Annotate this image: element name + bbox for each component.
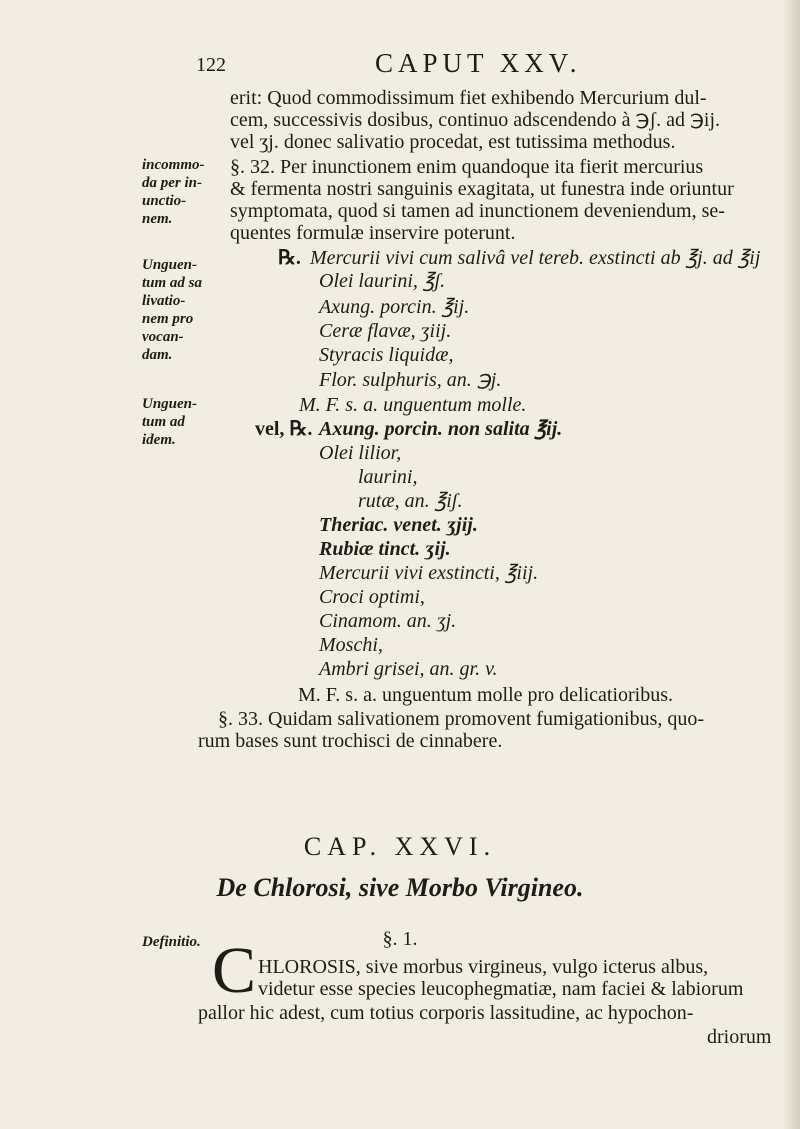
text-line: rum bases sunt trochisci de cinnabere.	[198, 730, 503, 752]
text-line: & fermenta nostri sanguinis exagitata, ut funestra inde oriuntur	[230, 178, 734, 200]
recipe-line: Croci optimi,	[319, 586, 425, 608]
margin-note-unguentum-idem: Unguen- tum ad idem.	[142, 396, 198, 448]
recipe-line: Ceræ flavæ, ʒiij.	[319, 320, 452, 342]
recipe-line: M. F. s. a. unguentum molle pro delicatioribus.	[298, 684, 674, 706]
running-head: CAPUT XXV.	[375, 48, 582, 78]
recipe-line: Mercurii vivi exstincti, ℥iij.	[319, 562, 539, 584]
recipe-symbol: vel, ℞.	[255, 418, 313, 440]
margin-note-unguentum-salivatio: Unguen- tum ad sa livatio- nem pro vocan- dam.	[142, 257, 203, 363]
text-line: HLOROSIS, sive morbus virgineus, vulgo icterus albus,	[258, 956, 709, 978]
recipe-symbol: ℞.	[278, 247, 301, 269]
recipe-line: Moschi,	[319, 634, 383, 656]
text-line: symptomata, quod si tamen ad inunctionem deveniendum, se-	[230, 200, 725, 222]
text-line: §. 33. Quidam salivationem promovent fumigationibus, quo-	[218, 708, 705, 730]
recipe-line: Ambri grisei, an. gr. v.	[319, 658, 498, 680]
recipe-line: M. F. s. a. unguentum molle.	[299, 394, 527, 416]
text-line: quentes formulæ inservire poterunt.	[230, 222, 516, 244]
chapter-subtitle: De Chlorosi, sive Morbo Virgineo.	[216, 873, 584, 902]
recipe-line: rutæ, an. ℥iʃ.	[358, 490, 463, 512]
recipe-line: Styracis liquidæ,	[319, 344, 454, 366]
recipe-line: Rubiæ tinct. ʒij.	[319, 538, 451, 560]
margin-note-definitio: Definitio.	[142, 934, 201, 950]
section-number: §. 1.	[382, 928, 418, 950]
recipe-line: Olei laurini, ℥ʃ.	[319, 270, 446, 292]
text-line: cem, successivis dosibus, continuo adscendendo à ℈ʃ. ad ℈ij.	[230, 109, 721, 131]
recipe-line: Cinamom. an. ʒj.	[319, 610, 457, 632]
text-line: videtur esse species leucophegmatiæ, nam faciei & labiorum	[258, 978, 744, 1000]
recipe-line: Mercurii vivi cum salivâ vel tereb. exstincti ab ℥j. ad ℥ij	[310, 247, 761, 269]
text-line: pallor hic adest, cum totius corporis lassitudine, ac hypochon-	[198, 1002, 694, 1024]
recipe-line: Axung. porcin. non salita ℥ij.	[319, 418, 563, 440]
chapter-title: CAP. XXVI.	[303, 832, 497, 861]
drop-cap: C	[212, 934, 257, 1007]
text-line: erit: Quod commodissimum fiet exhibendo Mercurium dul-	[230, 87, 707, 109]
text-line: §. 32. Per inunctionem enim quandoque ita fierit mercurius	[230, 156, 704, 178]
text-line: vel ʒj. donec salivatio procedat, est tutissima methodus.	[230, 131, 676, 153]
recipe-line: laurini,	[358, 466, 418, 488]
recipe-line: Theriac. venet. ʒjij.	[319, 514, 478, 536]
text-line: driorum	[707, 1026, 772, 1048]
page-header	[0, 48, 800, 88]
recipe-line: Flor. sulphuris, an. ℈j.	[319, 369, 502, 391]
recipe-line: Olei lilior,	[319, 442, 402, 464]
page-number: 122	[196, 54, 226, 76]
margin-note-incommoda: incommo- da per in- unctio- nem.	[142, 157, 205, 227]
recipe-line: Axung. porcin. ℥ij.	[319, 296, 470, 318]
